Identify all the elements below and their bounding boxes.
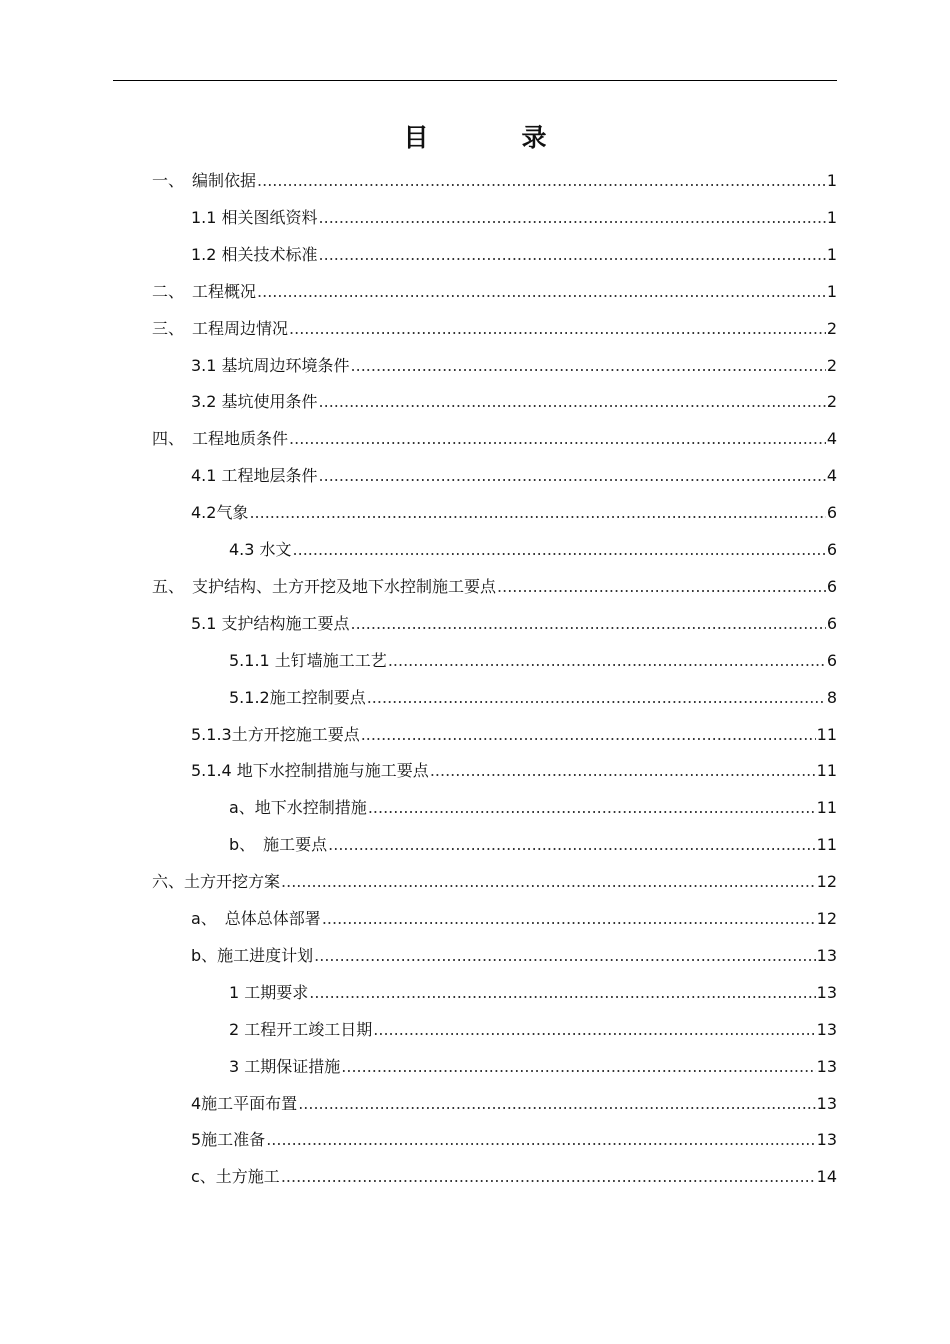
toc-entry-page-number: 14: [816, 1167, 837, 1186]
toc-dot-leader: [368, 795, 816, 821]
toc-entry[interactable]: [229, 537, 837, 563]
toc-entry-label: 5施工准备: [191, 1130, 266, 1149]
toc-dot-leader: [430, 758, 816, 784]
toc-dot-leader: [289, 426, 826, 452]
toc-dot-leader: [266, 1127, 815, 1153]
toc-entry-page-number: 2: [826, 319, 837, 338]
toc-entry-label: 三、 工程周边情况: [152, 319, 289, 338]
toc-entry[interactable]: [191, 758, 837, 784]
toc-entry[interactable]: [152, 869, 837, 895]
toc-entry[interactable]: [191, 242, 837, 268]
toc-dot-leader: [281, 1164, 816, 1190]
toc-dot-leader: [289, 316, 826, 342]
toc-entry-page-number: 6: [826, 503, 837, 522]
toc-entry[interactable]: [152, 426, 837, 452]
toc-entry-page-number: 12: [816, 872, 837, 891]
toc-entry-page-number: 1: [826, 245, 837, 264]
toc-entry-page-number: 11: [816, 761, 837, 780]
toc-entry-page-number: 11: [816, 798, 837, 817]
toc-entry[interactable]: [229, 832, 837, 858]
toc-entry-label: 4.3 水文: [229, 540, 292, 559]
toc-entry[interactable]: [229, 980, 837, 1006]
toc-dot-leader: [322, 906, 816, 932]
toc-entry[interactable]: [191, 389, 837, 415]
toc-entry-page-number: 13: [816, 1020, 837, 1039]
toc-entry[interactable]: [152, 574, 837, 600]
toc-entry-label: 5.1 支护结构施工要点: [191, 614, 350, 633]
toc-entry[interactable]: [191, 722, 837, 748]
toc-dot-leader: [309, 980, 815, 1006]
toc-entry[interactable]: [191, 353, 837, 379]
toc-dot-leader: [257, 279, 826, 305]
toc-entry-page-number: 12: [816, 909, 837, 928]
toc-entry-label: 1 工期要求: [229, 983, 309, 1002]
toc-entry[interactable]: [229, 795, 837, 821]
toc-entry-label: 5.1.3土方开挖施工要点: [191, 725, 360, 744]
toc-entry-label: 1.2 相关技术标准: [191, 245, 318, 264]
toc-entry-label: b、 施工要点: [229, 835, 328, 854]
toc-dot-leader: [293, 537, 826, 563]
toc-entry-page-number: 13: [816, 946, 837, 965]
toc-entry-label: a、 总体总体部署: [191, 909, 321, 928]
toc-entry-label: 4.1 工程地层条件: [191, 466, 318, 485]
toc-entry-label: 5.1.2施工控制要点: [229, 688, 366, 707]
toc-dot-leader: [388, 648, 826, 674]
toc-entry-label: 1.1 相关图纸资料: [191, 208, 318, 227]
toc-entry[interactable]: [229, 648, 837, 674]
toc-dot-leader: [319, 242, 826, 268]
toc-entry[interactable]: [229, 1017, 837, 1043]
toc-entry-page-number: 13: [816, 983, 837, 1002]
toc-dot-leader: [351, 611, 826, 637]
toc-entry[interactable]: [191, 1164, 837, 1190]
toc-entry[interactable]: [229, 1054, 837, 1080]
toc-dot-leader: [319, 205, 826, 231]
toc-entry[interactable]: [152, 279, 837, 305]
toc-entry[interactable]: [191, 1091, 837, 1117]
toc-dot-leader: [361, 722, 816, 748]
toc-entry-page-number: 1: [826, 208, 837, 227]
toc-entry-label: 3.1 基坑周边环境条件: [191, 356, 350, 375]
toc-entry-page-number: 6: [826, 577, 837, 596]
toc-dot-leader: [257, 168, 826, 194]
toc-entry[interactable]: [191, 611, 837, 637]
toc-entry-page-number: 8: [826, 688, 837, 707]
toc-entry[interactable]: [152, 168, 837, 194]
toc-entry[interactable]: [191, 463, 837, 489]
toc-dot-leader: [314, 943, 815, 969]
toc-entry-page-number: 2: [826, 392, 837, 411]
toc-entry-label: 六、土方开挖方案: [152, 872, 281, 891]
toc-entry-page-number: 4: [826, 429, 837, 448]
toc-entry[interactable]: [191, 205, 837, 231]
toc-entry-label: 五、 支护结构、土方开挖及地下水控制施工要点: [152, 577, 497, 596]
toc-entry-label: 3.2 基坑使用条件: [191, 392, 318, 411]
toc-entry-page-number: 4: [826, 466, 837, 485]
toc-entry-label: 4.2气象: [191, 503, 249, 522]
toc-dot-leader: [281, 869, 816, 895]
toc-entry-label: 二、 工程概况: [152, 282, 257, 301]
toc-entry-label: 2 工程开工竣工日期: [229, 1020, 373, 1039]
toc-entry-page-number: 6: [826, 614, 837, 633]
toc-dot-leader: [319, 463, 826, 489]
toc-title: 目 录: [403, 123, 581, 152]
toc-dot-leader: [298, 1091, 815, 1117]
toc-entry[interactable]: [191, 500, 837, 526]
toc-entry-page-number: 2: [826, 356, 837, 375]
toc-dot-leader: [497, 574, 826, 600]
toc-entry[interactable]: [229, 685, 837, 711]
toc-entry[interactable]: [191, 906, 837, 932]
toc-entry-label: a、地下水控制措施: [229, 798, 367, 817]
toc-dot-leader: [319, 389, 826, 415]
toc-entry-page-number: 13: [816, 1130, 837, 1149]
toc-entry-page-number: 11: [816, 725, 837, 744]
toc-entry-page-number: 6: [826, 651, 837, 670]
toc-entry-label: 3 工期保证措施: [229, 1057, 341, 1076]
toc-entry-label: b、施工进度计划: [191, 946, 314, 965]
toc-dot-leader: [373, 1017, 815, 1043]
toc-entry-label: 一、 编制依据: [152, 171, 257, 190]
toc-entry-page-number: 11: [816, 835, 837, 854]
toc-dot-leader: [328, 832, 815, 858]
toc-entry-page-number: 1: [826, 171, 837, 190]
toc-dot-leader: [341, 1054, 815, 1080]
toc-entry[interactable]: [191, 1127, 837, 1153]
toc-dot-leader: [249, 500, 825, 526]
toc-dot-leader: [367, 685, 826, 711]
toc-entry-page-number: 13: [816, 1094, 837, 1113]
header-rule: [113, 80, 837, 81]
toc-entry[interactable]: [191, 943, 837, 969]
toc-dot-leader: [351, 353, 826, 379]
toc-entry-label: 5.1.1 土钉墙施工工艺: [229, 651, 387, 670]
toc-entry-page-number: 6: [826, 540, 837, 559]
toc-entry-label: 4施工平面布置: [191, 1094, 298, 1113]
toc-entry-label: 5.1.4 地下水控制措施与施工要点: [191, 761, 429, 780]
toc-entry-label: 四、 工程地质条件: [152, 429, 289, 448]
toc-entry-page-number: 13: [816, 1057, 837, 1076]
toc-entry-page-number: 1: [826, 282, 837, 301]
toc-entry-label: c、土方施工: [191, 1167, 280, 1186]
toc-entry[interactable]: [152, 316, 837, 342]
